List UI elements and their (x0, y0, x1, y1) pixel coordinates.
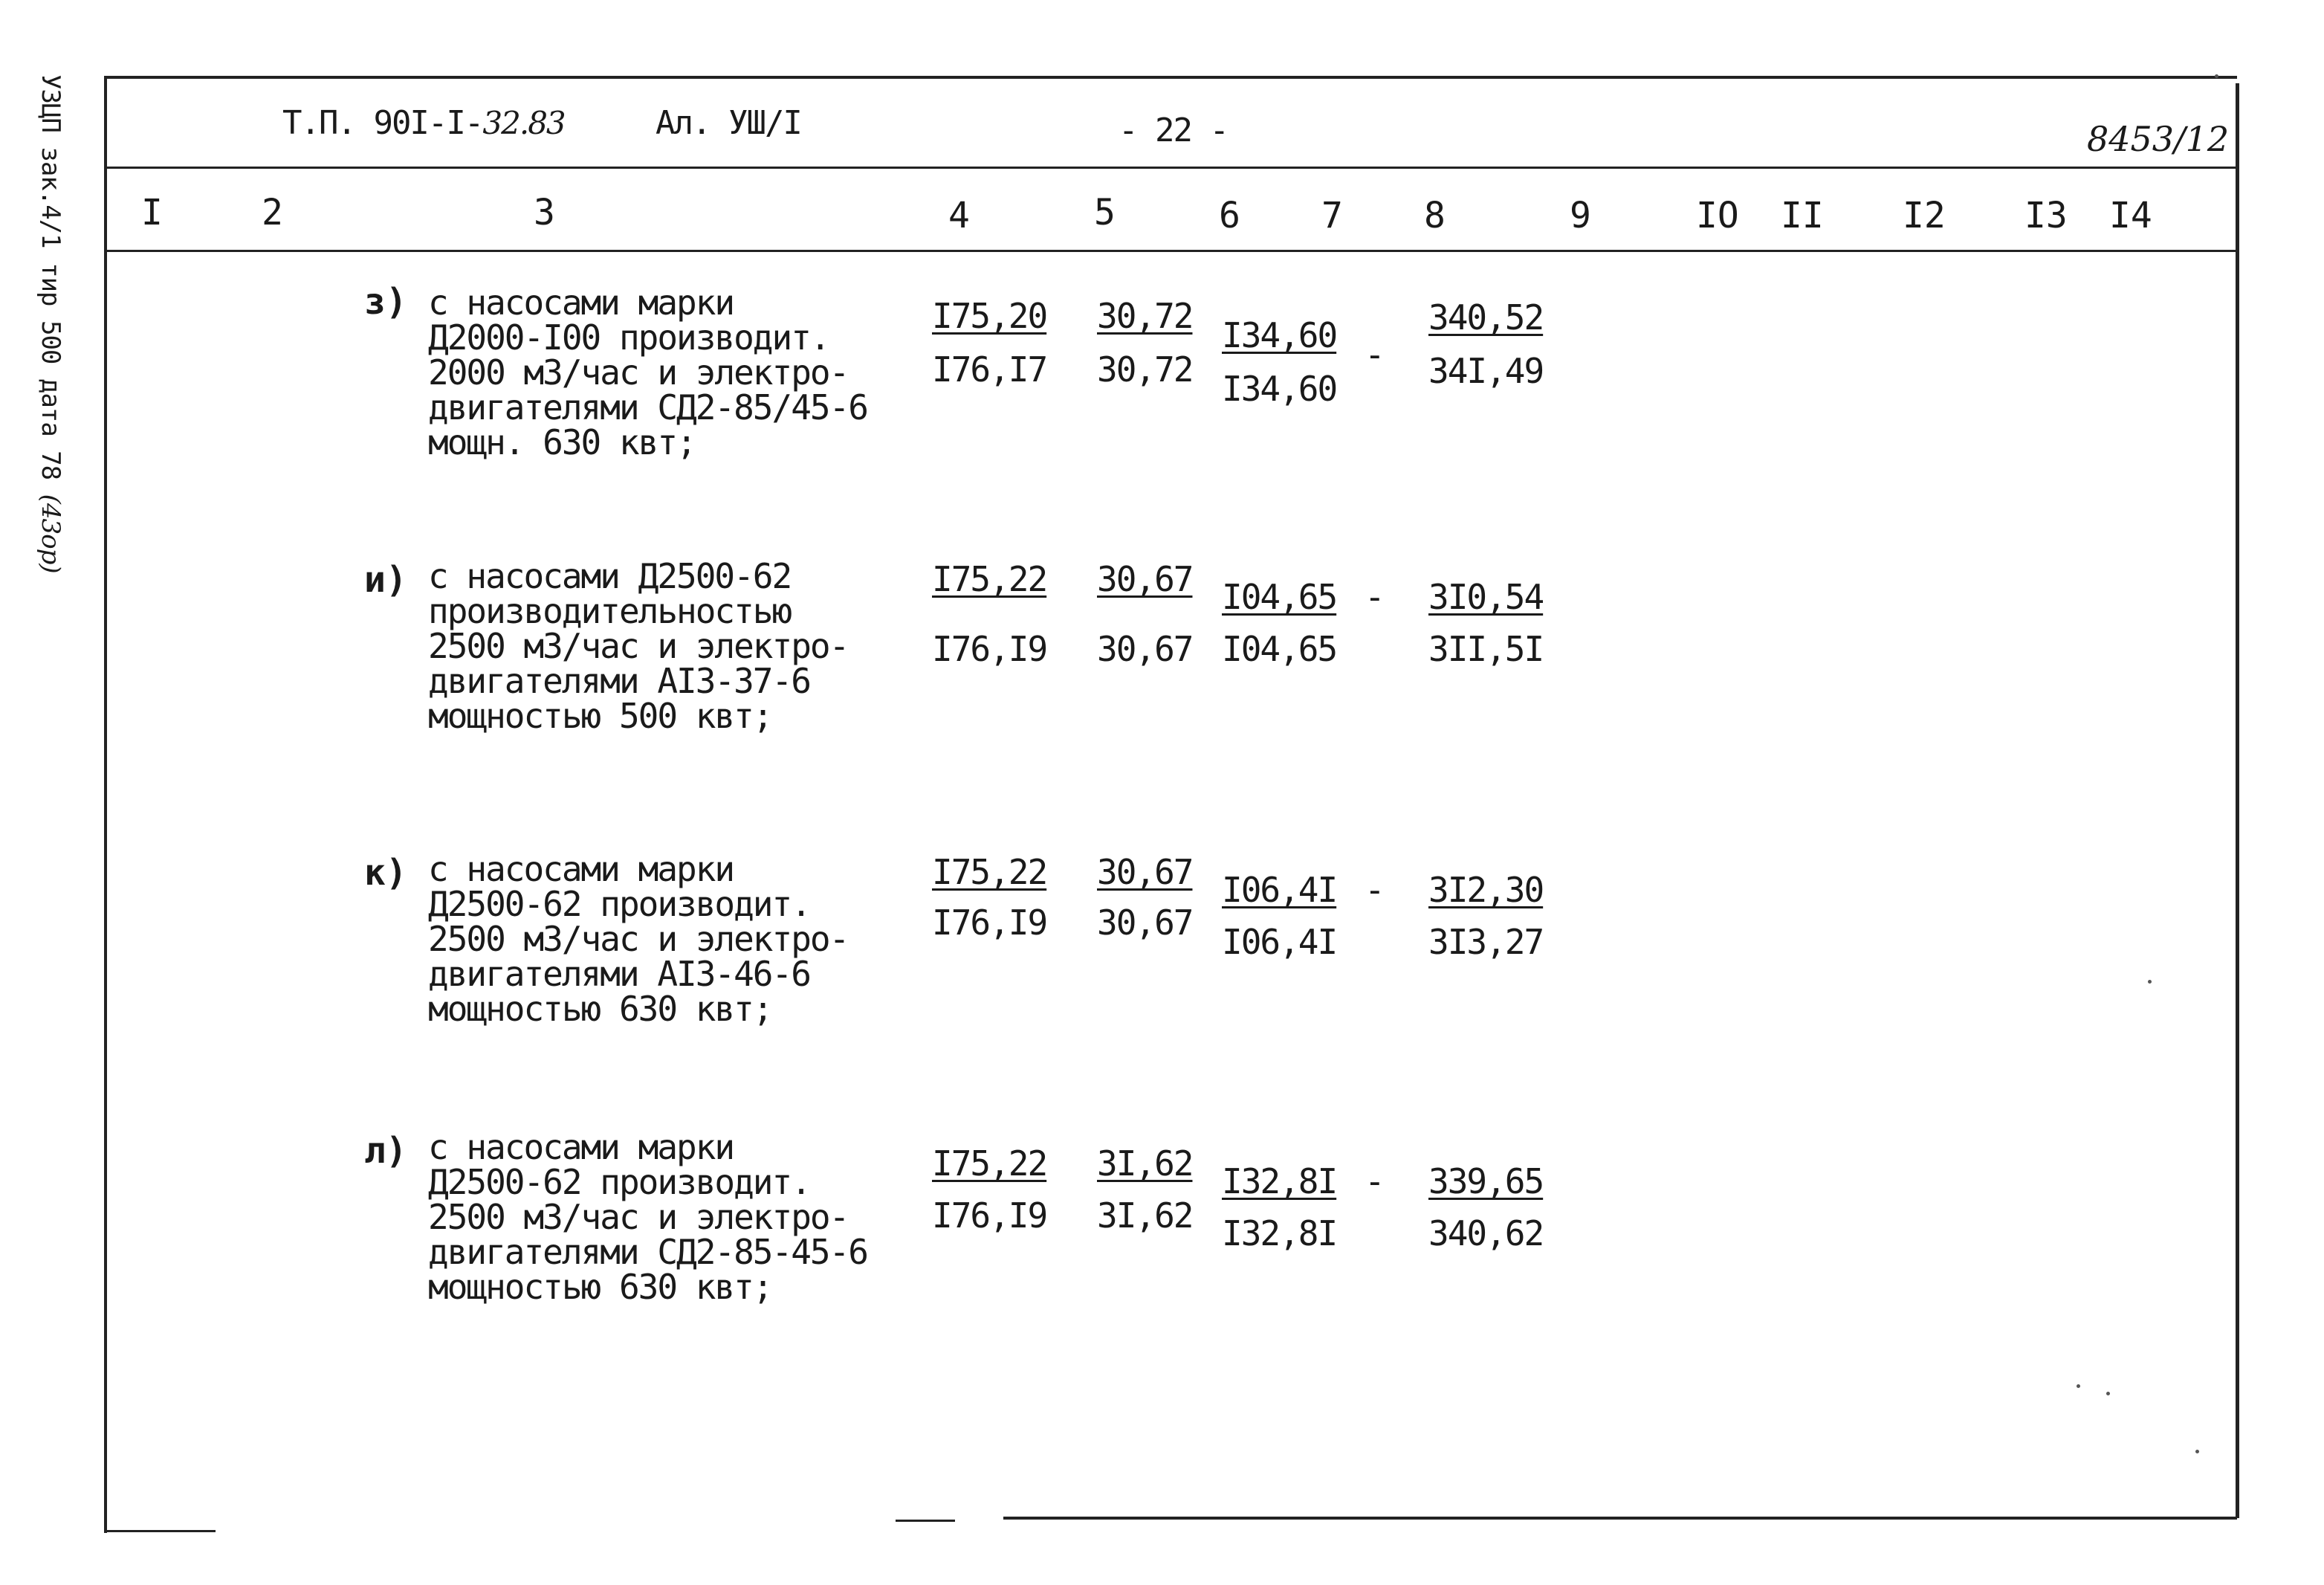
col5-value-bottom: 30,67 (1097, 629, 1193, 669)
side-stamp-text (36, 74, 65, 573)
col7-dash: - (1365, 577, 1385, 617)
project-code-handwritten: 32.83 (482, 105, 565, 141)
entry-letter: л) (364, 1130, 407, 1172)
scan-speck (2215, 74, 2218, 78)
column-number: 3 (534, 192, 555, 233)
col4-value-bottom: I76,I9 (932, 1195, 1047, 1236)
column-number: 5 (1094, 192, 1116, 233)
entry-description: с насосами Д2500-62 производительностью 2500 м3/час и электро- двигателями АI3-37-6 мощностью 500 квт; (428, 556, 849, 736)
project-code-text: Т.П. 90I-I- (282, 104, 483, 142)
print-order-stamp: УЗЦП зак.4/1 тир 500 дата 78 (36, 74, 65, 480)
entry-letter: и) (364, 559, 407, 601)
col8-value-top: 3I0,54 (1428, 577, 1544, 617)
frame-top-line (104, 76, 2237, 79)
page-number: - 22 - (1119, 112, 1228, 149)
col4-value-top: I75,20 (932, 296, 1047, 336)
frame-bottom-line-right (1003, 1517, 2237, 1520)
col6-value-bottom: I06,4I (1222, 922, 1337, 962)
column-number: 6 (1219, 195, 1240, 236)
col5-value-bottom: 30,72 (1097, 349, 1193, 390)
column-number: I3 (2024, 195, 2068, 236)
col6-value-top: I34,60 (1222, 315, 1337, 355)
scan-speck (2148, 980, 2152, 984)
column-number: 7 (1321, 195, 1343, 236)
col8-value-top: 3I2,30 (1428, 870, 1544, 910)
col6-value-top: I32,8I (1222, 1161, 1337, 1201)
entry-description: с насосами марки Д2500-62 производит. 2500 м3/час и электро- двигателями СД2-85-45-6 мощностью 630 квт; (428, 1127, 867, 1307)
col5-value-top: 30,67 (1097, 852, 1193, 892)
entry-description: с насосами марки Д2500-62 производит. 2500 м3/час и электро- двигателями АI3-46-6 мощностью 630 квт; (428, 849, 849, 1029)
column-number: I2 (1903, 195, 1946, 236)
col5-value-bottom: 30,67 (1097, 903, 1193, 943)
frame-bottom-line (104, 1530, 216, 1532)
col6-value-top: I06,4I (1222, 870, 1337, 910)
col4-value-top: I75,22 (932, 1143, 1047, 1184)
entry-letter: к) (364, 852, 407, 894)
col8-value-bottom: 3I3,27 (1428, 922, 1544, 962)
col7-dash: - (1365, 335, 1385, 375)
col7-dash: - (1365, 1161, 1385, 1201)
side-stamp (13, 30, 80, 595)
album-label: Ал. УШ/I (656, 104, 801, 142)
col4-value-bottom: I76,I9 (932, 903, 1047, 943)
col8-value-bottom: 34I,49 (1428, 351, 1544, 391)
column-number: 8 (1424, 195, 1446, 236)
frame-right-line (2236, 83, 2239, 1518)
col6-value-bottom: I32,8I (1222, 1213, 1337, 1253)
header-divider (107, 167, 2237, 169)
col4-value-top: I75,22 (932, 852, 1047, 892)
col4-value-bottom: I76,I9 (932, 629, 1047, 669)
scan-speck (2195, 1450, 2199, 1453)
column-number: 4 (948, 195, 970, 236)
column-number: I4 (2109, 195, 2152, 236)
column-number: I (141, 192, 163, 233)
col4-value-bottom: I76,I7 (932, 349, 1047, 390)
col8-value-bottom: 3II,5I (1428, 629, 1544, 669)
col8-value-top: 339,65 (1428, 1161, 1544, 1201)
col5-value-top: 30,72 (1097, 296, 1193, 336)
column-header-divider (107, 250, 2237, 252)
column-number: IO (1696, 195, 1739, 236)
col7-dash: - (1365, 870, 1385, 910)
frame-bottom-line-short (896, 1520, 955, 1522)
handwritten-note: (43ор) (36, 494, 65, 573)
col5-value-top: 30,67 (1097, 559, 1193, 599)
col5-value-bottom: 3I,62 (1097, 1195, 1193, 1236)
col6-value-bottom: I04,65 (1222, 629, 1337, 669)
col5-value-top: 3I,62 (1097, 1143, 1193, 1184)
document-code: 8453/12 (2087, 119, 2230, 159)
frame-left-line (104, 76, 107, 1533)
column-number: 2 (262, 192, 283, 233)
col6-value-bottom: I34,60 (1222, 369, 1337, 409)
column-number: II (1781, 195, 1824, 236)
col8-value-top: 340,52 (1428, 297, 1544, 338)
col6-value-top: I04,65 (1222, 577, 1337, 617)
entry-letter: з) (364, 281, 407, 323)
scan-speck (2077, 1384, 2080, 1388)
project-code (282, 104, 565, 142)
col4-value-top: I75,22 (932, 559, 1047, 599)
column-number: 9 (1570, 195, 1591, 236)
scan-speck (2106, 1392, 2110, 1395)
entry-description: с насосами марки Д2000-I00 производит. 2000 м3/час и электро- двигателями СД2-85/45-6 мощн. 630 квт; (428, 283, 867, 462)
col8-value-bottom: 340,62 (1428, 1213, 1544, 1253)
